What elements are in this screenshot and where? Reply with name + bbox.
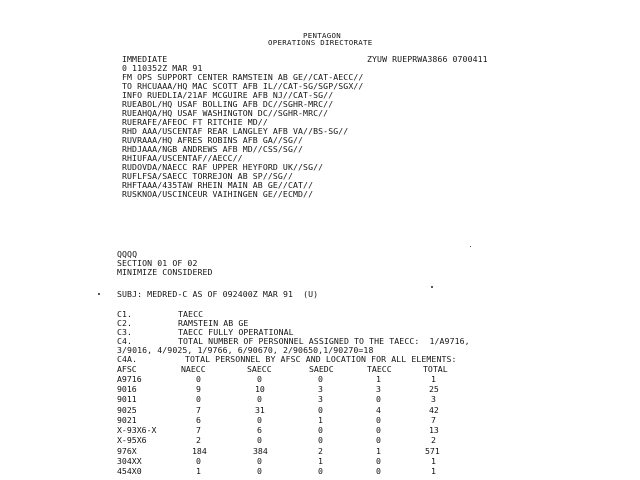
c4-continuation: 3/9016, 4/9025, 1/9766, 6/90670, 2/90650,1/90270=18 [117,345,374,355]
table-cell: 0 [257,456,262,466]
table-cell: 2 [196,435,201,445]
table-row [0,425,640,434]
table-cell: 9011 [117,394,137,404]
table-cell: 1 [318,456,323,466]
scan-speck [431,286,433,288]
column-header: AFSC [117,364,137,374]
table-row [0,456,640,465]
table-cell: 0 [376,435,381,445]
subject-line: SUBJ: MEDRED-C AS OF 092400Z MAR 91 (U) [117,289,319,299]
table-cell: 0 [376,425,381,435]
routing-line: RUVRAAA/HQ AFRES ROBINS AFB GA//SG// [122,135,304,145]
table-cell: 7 [431,415,436,425]
table-cell: 2 [431,435,436,445]
routing-line: INFO RUEDLIA/21AF MCGUIRE AFB NJ//CAT-SG// [122,90,334,100]
precedence: IMMEDIATE [122,54,168,64]
routing-line: RUERAFE/AFEOC FT RITCHIE MD// [122,117,268,127]
table-cell: 0 [257,466,262,476]
scan-speck [98,293,100,295]
header-line-1: PENTAGON [303,31,341,40]
table-cell: 0 [257,394,262,404]
table-cell: 13 [429,425,439,435]
table-cell: 7 [196,405,201,415]
item-text: TAECC [178,309,204,319]
table-cell: 3 [318,384,323,394]
table-cell: 184 [192,446,207,456]
item-code: C4A. [117,354,138,364]
routing-line: RUDOVDA/NAECC RAF UPPER HEYFORD UK//SG// [122,162,324,172]
table-cell: 0 [257,374,262,384]
table-cell: 0 [376,394,381,404]
table-cell: 6 [196,415,201,425]
item-text: RAMSTEIN AB GE [178,318,249,328]
table-cell: 1 [431,456,436,466]
table-cell: 454X0 [117,466,142,476]
table-cell: 10 [255,384,265,394]
table-cell: 384 [253,446,268,456]
item-code: C2. [117,318,133,328]
routing-line: RUEAHQA/HQ USAF WASHINGTON DC//SGHR-MRC// [122,108,329,118]
header-line-2: OPERATIONS DIRECTORATE [268,38,373,47]
message-id: ZYUW RUEPRWA3866 0700411 [367,54,488,64]
table-cell: 1 [318,415,323,425]
table-cell: 304XX [117,456,142,466]
table-cell: 0 [318,405,323,415]
table-cell: 1 [431,466,436,476]
routing-line: FM OPS SUPPORT CENTER RAMSTEIN AB GE//CAT-AECC// [122,72,364,82]
table-row [0,405,640,414]
table-row [0,374,640,383]
table-cell: 976X [117,446,137,456]
routing-line: RUFLFSA/SAECC TORREJON AB SP//SG// [122,171,293,181]
classification: QQQQ [117,249,138,259]
table-cell: 9016 [117,384,137,394]
table-cell: 9021 [117,415,137,425]
date-time-group: 0 110352Z MAR 91 [122,63,203,73]
table-cell: 0 [196,394,201,404]
table-cell: 6 [257,425,262,435]
routing-line: RUSKNOA/USCINCEUR VAIHINGEN GE//ECMD// [122,189,314,199]
table-cell: 2 [318,446,323,456]
column-header: SAEDC [309,364,334,374]
routing-line: RHFTAAA/435TAW RHEIN MAIN AB GE//CAT// [122,180,314,190]
table-row [0,446,640,455]
table-cell: X-95X6 [117,435,147,445]
item-text: TAECC FULLY OPERATIONAL [178,327,294,337]
table-row [0,415,640,424]
column-header: TAECC [367,364,392,374]
routing-line: RHIUFAA/USCENTAF//AECC// [122,153,243,163]
scan-speck [470,246,471,247]
table-cell: 0 [318,466,323,476]
table-row [0,466,640,475]
item-text: TOTAL NUMBER OF PERSONNEL ASSIGNED TO THE TAECC: 1/A9716, [178,336,470,346]
column-header: TOTAL [423,364,448,374]
table-cell: 25 [429,384,439,394]
table-cell: 3 [376,384,381,394]
table-cell: 3 [431,394,436,404]
table-cell: 9 [196,384,201,394]
table-cell: 1 [376,374,381,384]
table-cell: 0 [318,435,323,445]
table-cell: 0 [257,415,262,425]
table-cell: 0 [196,456,201,466]
table-cell: 0 [318,425,323,435]
table-cell: 0 [318,374,323,384]
routing-line: RHDJAAA/NGB ANDREWS AFB MD//CSS/SG// [122,144,304,154]
table-cell: 4 [376,405,381,415]
routing-line: TO RHCUAAA/HQ MAC SCOTT AFB IL//CAT-SG/SGP/SGX// [122,81,364,91]
table-cell: 0 [257,435,262,445]
table-cell: 1 [431,374,436,384]
table-cell: A9716 [117,374,142,384]
column-header: NAECC [181,364,206,374]
table-cell: 1 [376,446,381,456]
table-cell: 42 [429,405,439,415]
table-cell: X-93X6-X [117,425,157,435]
table-row [0,435,640,444]
table-cell: 1 [196,466,201,476]
routing-line: RUEABOL/HQ USAF BOLLING AFB DC//SGHR-MRC// [122,99,334,109]
item-text: TOTAL PERSONNEL BY AFSC AND LOCATION FOR ALL ELEMENTS: [185,354,457,364]
table-cell: 7 [196,425,201,435]
item-code: C1. [117,309,133,319]
table-header-row [0,364,640,373]
table-cell: 3 [318,394,323,404]
table-cell: 9025 [117,405,137,415]
table-row [0,394,640,403]
section-label: SECTION 01 OF 02 [117,258,198,268]
minimize-note: MINIMIZE CONSIDERED [117,267,213,277]
item-code: C4. [117,336,133,346]
table-cell: 31 [255,405,265,415]
table-cell: 571 [425,446,440,456]
column-header: SAECC [247,364,272,374]
item-code: C3. [117,327,133,337]
table-cell: 0 [376,466,381,476]
table-cell: 0 [376,456,381,466]
routing-line: RHD AAA/USCENTAF REAR LANGLEY AFB VA//BS-SG// [122,126,349,136]
table-cell: 0 [376,415,381,425]
table-row [0,384,640,393]
table-cell: 0 [196,374,201,384]
